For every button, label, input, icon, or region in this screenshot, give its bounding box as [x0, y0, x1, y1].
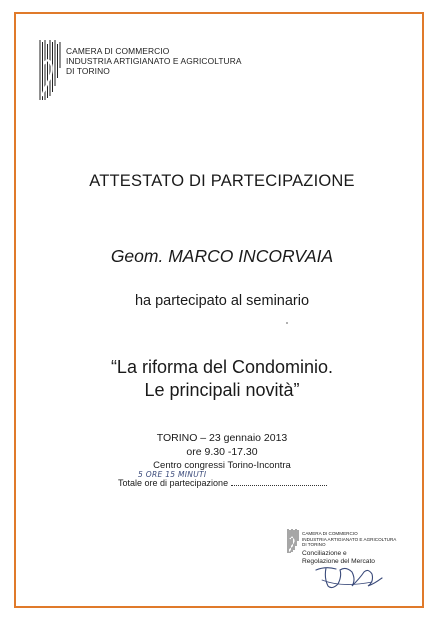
org-line-2: INDUSTRIA ARTIGIANATO E AGRICOLTURA [66, 56, 242, 66]
event-date: TORINO – 23 gennaio 2013 [156, 432, 288, 444]
participant-name: Geom. MARCO INCORVAIA [110, 246, 334, 266]
stamp-sub-line-1: Conciliazione e [302, 550, 347, 557]
org-line-3: DI TORINO [66, 66, 110, 76]
certificate-border [14, 12, 424, 608]
event-time: ore 9.30 -17.30 [186, 445, 258, 458]
handwritten-signature [312, 560, 388, 590]
stamp-org-line-1: CAMERA DI COMMERCIO [302, 531, 358, 536]
certificate-title: ATTESTATO DI PARTECIPAZIONE [89, 172, 355, 190]
seminar-title-line-1: “La riforma del Condominio. [110, 357, 334, 377]
seminar-title-line-2: Le principali novità” [144, 380, 300, 400]
stamp-organization [302, 531, 396, 548]
paper-speck [286, 322, 288, 324]
stamp-org-line-3: DI TORINO [302, 542, 326, 548]
hours-handwritten-value: 5 ORE 15 MINUTI [138, 470, 207, 479]
org-line-1: CAMERA DI COMMERCIO [66, 46, 170, 56]
stamp-org-line-2: INDUSTRIA ARTIGIANATO E AGRICOLTURA [302, 536, 397, 542]
stamp-logo-icon [287, 528, 299, 554]
organization-name [66, 46, 242, 76]
stamp-sub-line-2: Regolazione del Mercato [302, 558, 375, 566]
chamber-logo-icon [38, 38, 62, 102]
hours-label: Totale ore di partecipazione [118, 478, 229, 488]
event-details [0, 432, 444, 473]
participation-phrase: ha partecipato al seminario [134, 293, 310, 309]
event-venue: Centro congressi Torino-Incontra [153, 460, 291, 471]
seminar-title [0, 356, 444, 402]
hours-dotted-line [231, 477, 327, 486]
